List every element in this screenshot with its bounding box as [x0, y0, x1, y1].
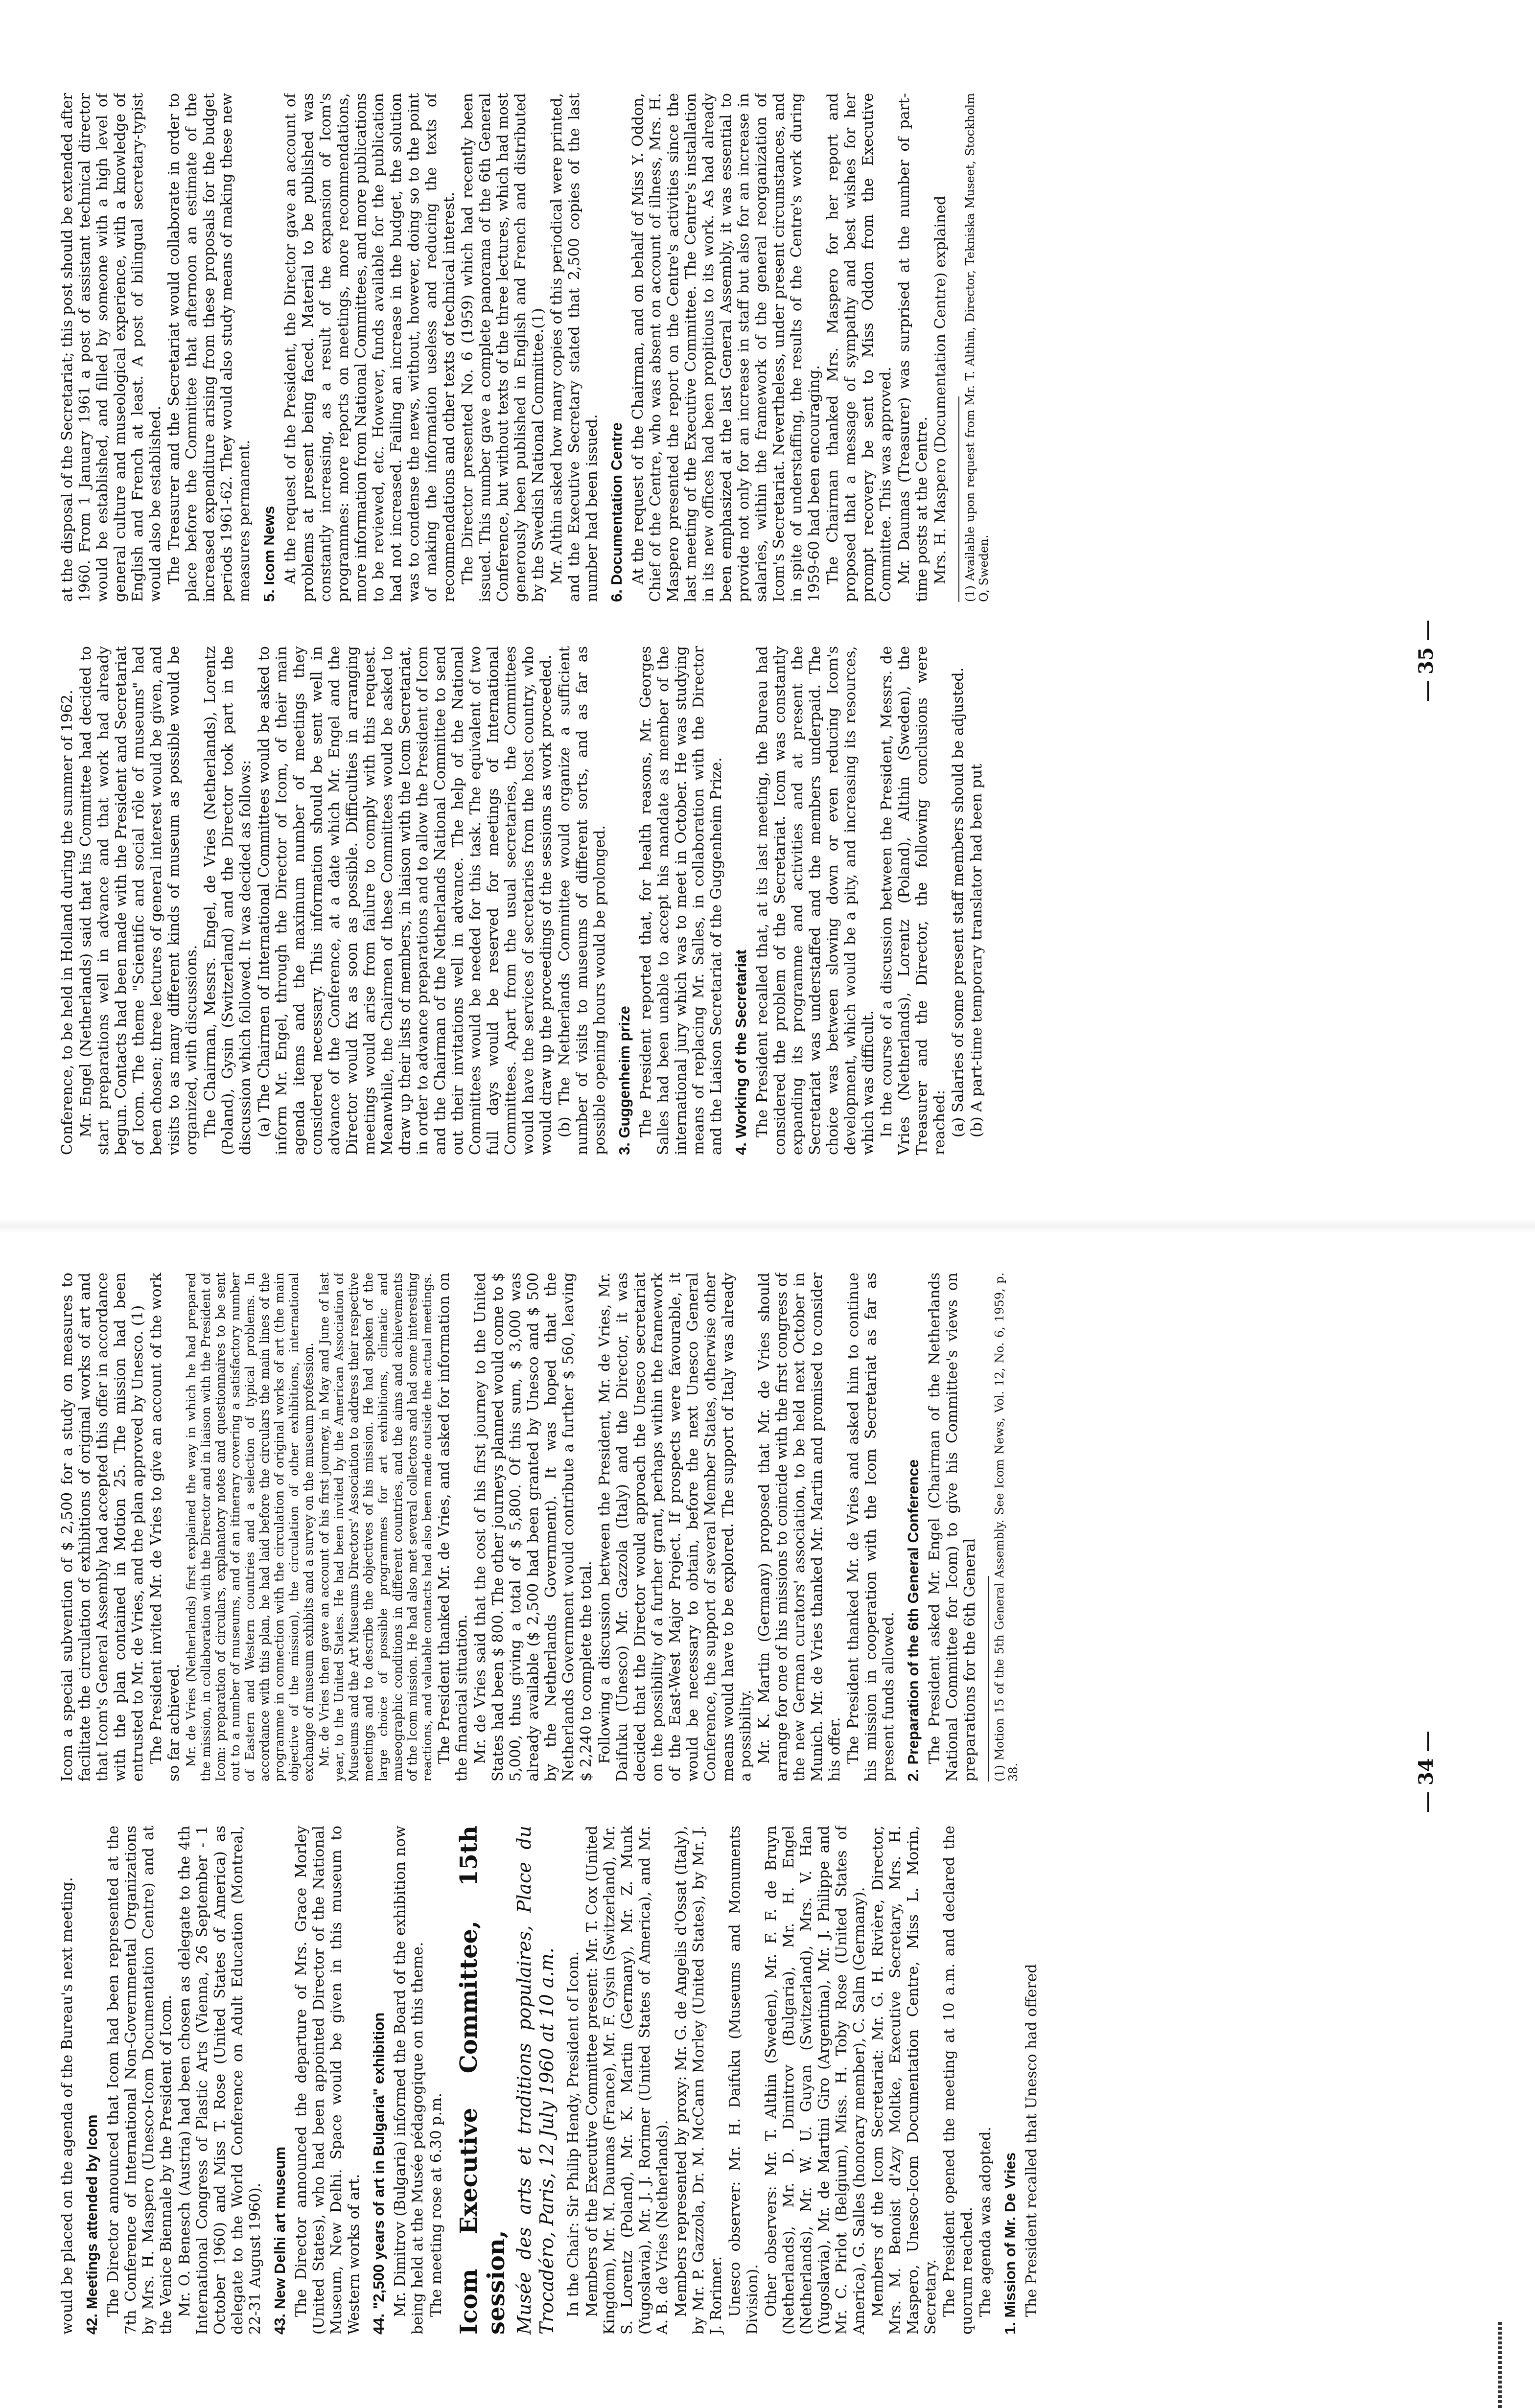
paragraph: Mr. O. Benesch (Austria) had been chosen as delegate to the 4th International Congress of Plastic Arts (Vienna, 26 September - 1 October 1960) and Miss T. Rose (United States of America) as delegate to the World Conference on Adult Education (Montreal, 22-31 August 1960).	[176, 1826, 264, 2335]
page-34-column-1	[59, 1826, 1380, 2335]
book-gutter	[0, 1219, 1535, 1233]
paragraph: The meeting rose at 6.30 p.m.	[428, 2093, 445, 2317]
attendance-members: Members of the Executive Committee present: Mr. T. Cox (United Kingdom), Mr. M. Daumas (France), Mr. F. Gysin (Switzerland), Mr. S. Lorentz (Poland), Mr. K. Martin (Germany), Mr. Z. Munk (Yugoslavia), Mr. J. J. Rorimer (United States of America), and Mr. A. B. de Vries (Netherlands).	[583, 1826, 671, 2335]
executive-committee-title: Icom Executive Committee, 15th session,	[455, 1826, 510, 2335]
attendance-chair: In the Chair: Sir Philip Hendy, President of Icom.	[565, 1951, 582, 2317]
footnote-rule	[988, 1576, 989, 1782]
paragraph: At the request of the Chairman, and on behalf of Miss Y. Oddon, Chief of the Centre, who was absent on account of illness, Mrs. H. Maspero presented the report on the Centre's activities since the last meeting of the Executive Committee. The Centre's installation in its new offices had been propitious to its work. As had already been emphasized at the last General Assembly, it was essential to provide not only for an increase in staff but also for an increase in salaries, within the framework of the general reorganization of Icom's Secretariat. Nevertheless, under present circumstances, and in spite of understaffing, the results of the Centre's work during 1959-60 had been encouraging.	[629, 93, 823, 602]
paragraph: Mr. K. Martin (Germany) proposed that Mr. de Vries should arrange for one of his missions to coincide with the first congress of the new German curators' association, to be held next October in Munich. Mr. de Vries thanked Mr. Martin and promised to consider his offer.	[756, 1273, 843, 1782]
page-35-column-2	[59, 93, 1380, 602]
section-4-title: 4. Working of the Secretariat	[732, 949, 749, 1155]
paragraph: Conference, to be held in Holland during the summer of 1962.	[59, 690, 76, 1155]
paragraph: Mr. de Vries said that the cost of his first journey to the United States had been $ 800. The other journeys planned would come to $ 5,000, thus giving a total of $ 5,800. Of this sum, $ 3,000 was already available ($ 2,500 had been granted by Unesco and $ 500 by the Netherlands Government). It was hoped that the Netherlands Government would contribute a further $ 560, leaving $ 2,240 to complete the total.	[472, 1273, 595, 1782]
paragraph: (a) The Chairmen of International Committees would be asked to inform Mr. Engel, through the Director of Icom, of their main agenda items and the maximum number of meetings they considered necessary. This information should be sent well in advance of the Conference, at a date which Mr. Engel and the Director would fix as soon as possible. Difficulties in arranging meetings would arise from failure to comply with this request. Meanwhile, the Chairmen of these Committees would be asked to draw up their lists of members, in liaison with the Icom Secretariat, in order to advance preparations and to allow the President of Icom and the Chairman of the Netherlands National Committee to send out their invitations well in advance. The help of the National Committees would be needed for this task. The equivalent of two full days would be reserved for meetings of International Committees. Apart from the usual secretaries, the Committees would have the services of secretaries from the host country, who would draw up the proceedings of the sessions as work proceeded.	[256, 646, 555, 1155]
attendance-unesco: Unesco observer: Mr. H. Daifuku (Museums and Monuments Division).	[726, 1826, 761, 2335]
paragraph: Mr. Dimitrov (Bulgaria) informed the Board of the exhibition now being held at the Musée pédagogique on this theme.	[392, 1826, 426, 2335]
paragraph: The President invited Mr. de Vries to give an account of the work so far achieved.	[148, 1273, 183, 1782]
paragraph: The Chairman thanked Mrs. Maspero for her report and proposed that a message of sympathy and best wishes for her prompt recovery be sent to Miss Oddon from the Executive Committee. This was approved.	[824, 93, 894, 602]
paragraph: Mr. Engel (Netherlands) said that his Committee had decided to start preparations well in advance and that work had already begun. Contacts had been made with the President and Secretariat of Icom. The theme "Scientific and social rôle of museums" had been chosen; three lectures of general interest would be given, and visits to as many different kinds of museum as possible would be organized, with discussions.	[77, 646, 200, 1155]
paragraph: The agenda was adopted.	[977, 2127, 994, 2317]
footnote: (1) Motion 15 of the 5th General Assembly. See Icom News, Vol. 12, No. 6, 1959, p. 38.	[993, 1273, 1020, 1782]
paragraph: The President asked Mr. Engel (Chairman of the Netherlands National Committee for Icom) to give his Committee's views on preparations for the 6th General	[926, 1273, 978, 1782]
paragraph: The President thanked Mr. de Vries and asked him to continue his mission in cooperation with the Icom Secretariat as far as present funds allowed.	[845, 1273, 897, 1782]
paragraph: In the course of a discussion between the President, Messrs. de Vries (Netherlands), Lorentz (Poland), Althin (Sweden), the Treasurer and the Director, the following conclusions were reached:	[878, 646, 948, 1155]
paragraph: The Director announced that Icom had been represented at the 7th Conference of International Non-Governmental Organizations by Mrs. H. Maspero (Unesco-Icom Documentation Centre) and at the Venice Biennale by the President of Icom.	[105, 1826, 175, 2335]
paragraph: The President thanked Mr. de Vries, and asked for information on the financial situation.	[436, 1273, 470, 1782]
section-5-title: 5. Icom News	[260, 506, 278, 602]
paragraph: The Treasurer and the Secretariat would collaborate in order to place before the Committee that afternoon an estimate of the increased expenditure arising from these proposals for the budget periods 1961-62. They would also study means of making these new measures permanent.	[165, 93, 253, 602]
paragraph: The President reported that, for health reasons, Mr. Georges Salles had been unable to accept his mandate as member of the international jury which was to meet in October. He was studying means of replacing Mr. Salles, in collaboration with the Director and the Liaison Secretariat of the Guggenheim Prize.	[637, 646, 725, 1155]
scan-edge-mark	[1498, 2320, 1502, 2408]
footnote-rule	[958, 396, 959, 602]
paragraph: Mr. Althin asked how many copies of this periodical were printed, and the Executive Secretary stated that 2,500 copies of the last number had been issued.	[548, 93, 601, 602]
attendance-observers: Other observers: Mr. T. Althin (Sweden), Mr. F. F. de Bruyn (Netherlands), Mr. D. Dimitrov (Bulgaria), Mr. H. Engel (Netherlands), Mr. W. U. Guyan (Switzerland), Mrs. V. Han (Yugoslavia), Mr. de Martini Giro (Argentina), Mr. J. Philippe and Mr. C. Pirlot (Belgium), Miss. H. Toby Rose (United States of America), G. Salles (honorary member), C. Salm (Germany).	[763, 1826, 868, 2335]
paragraph: Icom a special subvention of $ 2,500 for a study on measures to facilitate the circulation of exhibitions of original works of art and that Icom's General Assembly had accepted this offer in accordance with the plan contained in Motion 25. The mission had been entrusted to Mr. de Vries, and the plan approved by Unesco. (1)	[59, 1273, 146, 1782]
small-print-paragraph: Mr. de Vries (Netherlands) first explained the way in which he had prepared the mission, in collaboration with the Director and in liaison with the President of Icom: preparation of circulars, explanatory notes and questionnaires to be sent out to a number of museums, and of an itinerary covering a satisfactory number of Eastern and Western countries and a selection of typical problems. In accordance with this plan, he had laid before the circulars the main lines of the programme in connection with the circulation of original works of art (the main objective of the mission), the circulation of other exhibitions, international exchange of museum exhibits and a survey on the museum profession.	[184, 1273, 316, 1782]
paragraph: at the disposal of the Secretariat; this post should be extended after 1960. From 1 January 1961 a post of assistant technical director would be established, and filled by someone with a high level of general culture and museological experience, with a knowledge of English and French at least. A post of bilingual secretary-typist would also be established.	[59, 93, 164, 602]
section-6-title: 6. Documentation Centre	[608, 422, 625, 602]
page-number-value: 34	[1415, 1758, 1438, 1785]
section-43-title: 43. New Delhi art museum	[271, 2146, 288, 2335]
page-number	[1415, 1698, 1438, 1845]
footnote: (1) Available upon request from Mr. T. Althin, Director, Tekniska Museet, Stockholm O, Sweden.	[963, 93, 991, 602]
attendance-proxy: Members represented by proxy: Mr. G. de Angelis d'Ossat (Italy), by Mr. P. Gazzola, Dr. M. McCann Morley (United States), by Mr. J. J. Rorimer.	[673, 1826, 725, 2335]
list-item: (a) Salaries of some present staff members should be adjusted.	[950, 667, 967, 1137]
paragraph: The President opened the meeting at 10 a.m. and declared the quorum reached.	[941, 1826, 976, 2335]
section-42-title: 42. Meetings attended by Icom	[83, 2114, 100, 2335]
paragraph: At the request of the President, the Director gave an account of problems at present being faced. Material to be published was constantly increasing, as a result of the expansion of Icom's programmes: more reports on meetings, more recommendations, more information from National Committees, and more publications to be reviewed, etc. However, funds available for the publication had not increased. Failing an increase in the budget, the solution was to condense the news, without, however, doing so to the point of making the information useless and reducing the texts of recommendations and other texts of technical interest.	[282, 93, 458, 602]
paragraph: Mr. Daumas (Treasurer) was surprised at the number of part-time posts at the Centre.	[896, 93, 930, 602]
continuation-text: would be placed on the agenda of the Bureau's next meeting.	[59, 1877, 76, 2335]
page-35-column-1	[59, 646, 1380, 1155]
paragraph: Mrs. H. Maspero (Documentation Centre) explained	[932, 195, 949, 584]
page-34	[59, 1258, 1478, 2335]
paragraph: (b) The Netherlands Committee would organize a sufficient number of visits to museums of different sorts, and as far as possible opening hours would be prolonged.	[556, 646, 608, 1155]
section-2-title: 2. Preparation of the 6th General Conference	[905, 1459, 922, 1782]
paragraph: Following a discussion between the President, Mr. de Vries, Mr. Daifuku (Unesco) Mr. Gazzola (Italy) and the Director, it was decided that the Director would approach the Unesco secretariat on the possibility of a further grant, perhaps within the framework of the East-West Major Project. If prospects were favourable, it would be necessary to obtain, before the next Unesco General Conference, the support of several Member States, otherwise other means would have to be explored. The support of Italy was already a possibility.	[596, 1273, 754, 1782]
page-number	[1415, 587, 1438, 734]
section-44-title: 44. "2,500 years of art in Bulgaria" exhibition	[370, 2012, 387, 2335]
paragraph: The Director announced the departure of Mrs. Grace Morley (United States), who had been appointed Director of the National Museum, New Delhi. Space would be given in this museum to Western works of art.	[293, 1826, 363, 2335]
paragraph: The President recalled that, at its last meeting, the Bureau had considered the problem of the Secretariat. Icom was constantly expanding its programme and activities and at present the Secretariat was understaffed and the members underpaid. The choice was between slowing down or even reducing Icom's development, which would be a pity, and increasing its resources, which was difficult.	[754, 646, 877, 1155]
attendance-secretariat: Members of the Icom Secretariat: Mr. G. H. Rivière, Director, Mrs. M. Benoist d'Azy Moltke, Executive Secretary, Mrs. H. Maspero, Unesco-Icom Documentation Centre, Miss L. Morin, Secretary.	[869, 1826, 939, 2335]
page-number-value: 35	[1415, 647, 1438, 674]
section-3-title: 3. Guggenheim prize	[616, 1006, 633, 1155]
page-35	[59, 78, 1478, 1155]
executive-committee-subtitle: Musée des arts et traditions populaires, Place du Trocadéro, Paris, 12 July 1960 at 10 a.m.	[513, 1826, 558, 2335]
paragraph: The President recalled that Unesco had offered	[1023, 1964, 1040, 2317]
small-print-paragraph: Mr. de Vries then gave an account of his first journey, in May and June of last year, to the United States. He had been invited by the American Association of Museums and the Art Museums Directors' Association to address their respective meetings and to describe the objectives of his mission. He had spoken of the large choice of possible programmes for art exhibitions, climatic and museographic conditions in different countries, and the aims and achievements of the Icom mission. He had also met several collectors and had some interesting reactions, and valuable contacts had also been made outside the actual meetings.	[317, 1273, 434, 1782]
list-item: (b) A part-time temporary translator had been put	[968, 764, 985, 1137]
page-34-column-2	[59, 1273, 1380, 1782]
paragraph: The Chairman, Messrs. Engel, de Vries (Netherlands), Lorentz (Poland), Gysin (Switzerland) and the Director took part in the discussion which followed. It was decided as follows:	[202, 646, 254, 1155]
section-1-title: 1. Mission of Mr. De Vries	[1001, 2152, 1019, 2335]
paragraph: The Director presented No. 6 (1959) which had recently been issued. This number gave a complete panorama of the 6th General Conference, but without texts of the three lectures, which had most generously been published in English and French and distributed by the Swedish National Committee.(1)	[459, 93, 547, 602]
